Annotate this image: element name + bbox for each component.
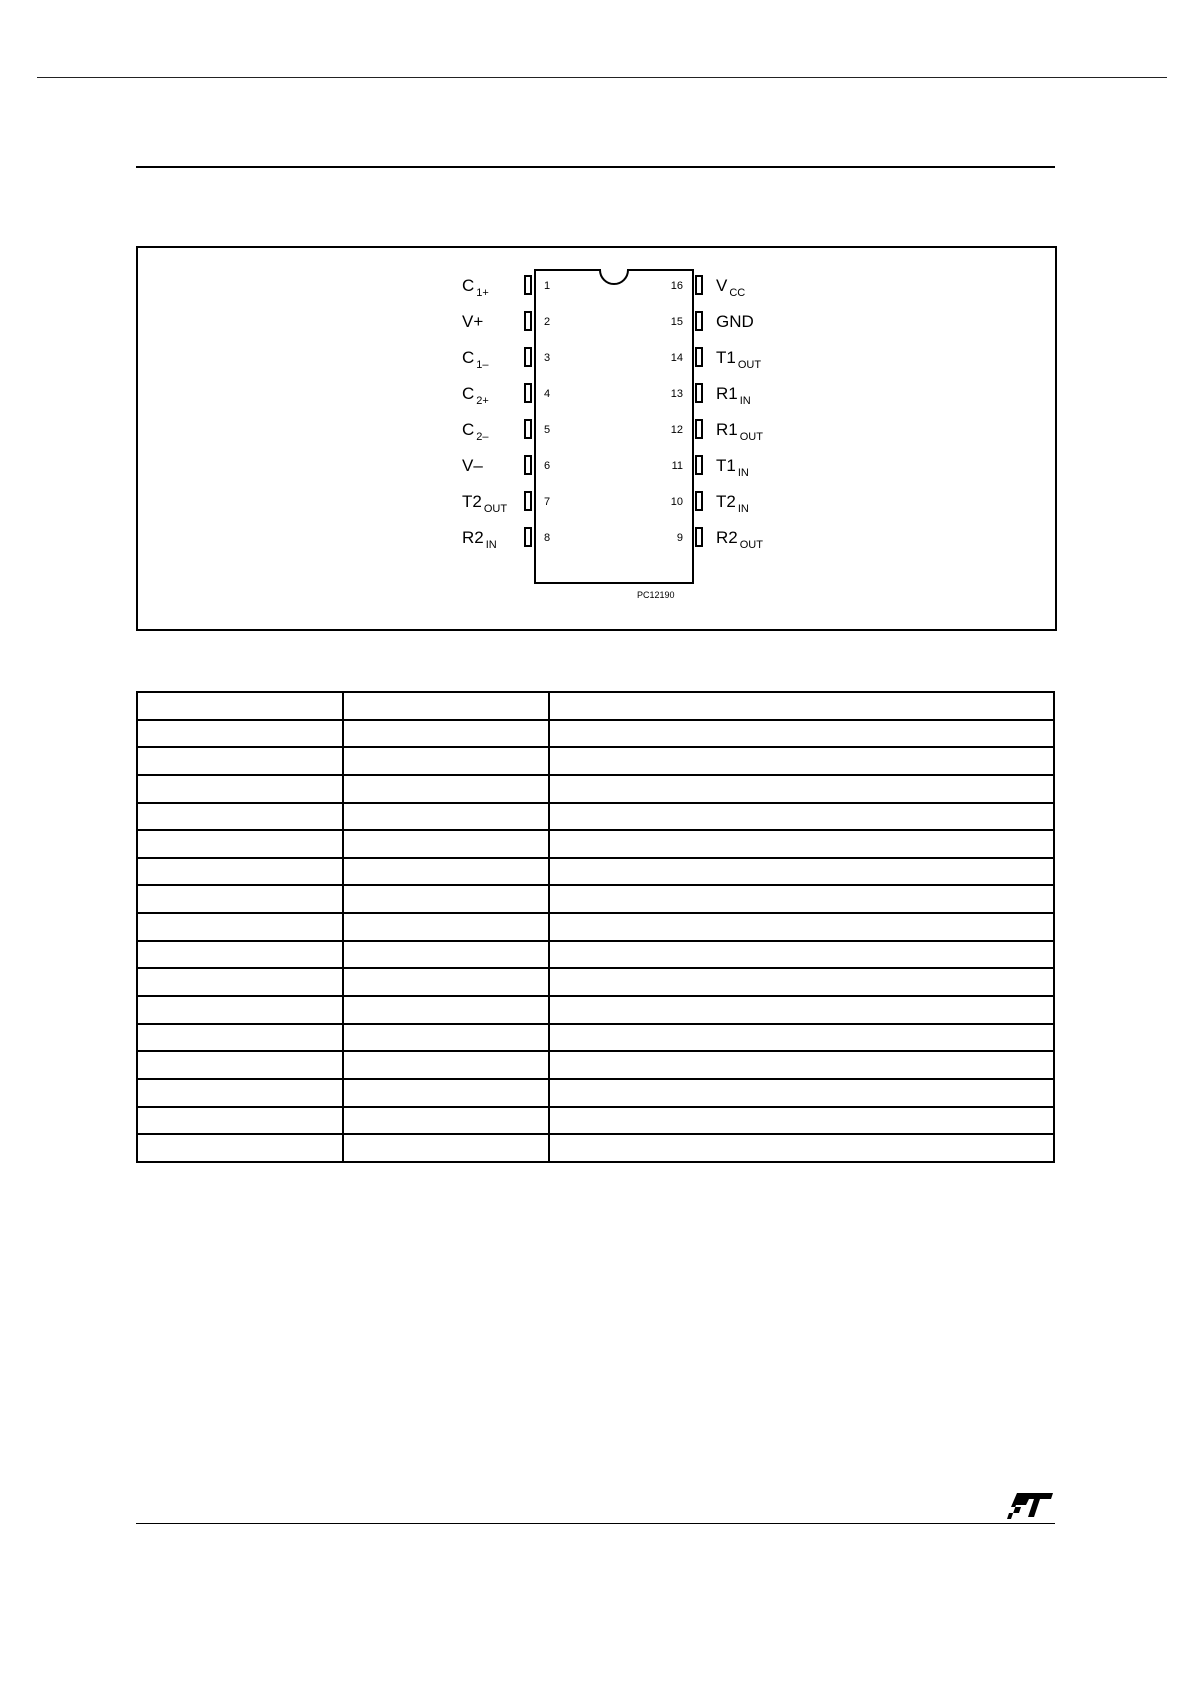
right-pin-15-signal — [716, 312, 754, 331]
pin-description-table — [136, 691, 1055, 1163]
left-pin-4-signal-subscript: 2+ — [476, 395, 489, 407]
table-row — [137, 996, 1054, 1024]
table-row — [137, 692, 1054, 720]
table-row — [137, 1134, 1054, 1162]
table-cell — [343, 775, 549, 803]
right-pin-15-number: 15 — [670, 316, 683, 328]
left-pin-3-number: 3 — [544, 352, 551, 364]
right-pin-10-number: 10 — [670, 496, 683, 508]
pin-table-body — [137, 692, 1054, 1162]
left-pin-group — [462, 276, 550, 551]
left-pin-2-signal — [462, 312, 483, 331]
footer-rule — [136, 1523, 1055, 1524]
right-pin-16-signal-name: V — [716, 276, 728, 295]
right-pin-12-signal — [716, 420, 763, 443]
table-cell — [549, 720, 1054, 748]
right-pin-group — [671, 276, 763, 551]
left-pin-7-signal-name: T2 — [462, 492, 482, 511]
right-pin-15-signal-name: GND — [716, 312, 754, 331]
table-cell — [137, 941, 343, 969]
left-pin-1-signal — [462, 276, 489, 299]
right-pin-9-number: 9 — [676, 532, 683, 544]
right-pin-11-lead — [696, 456, 702, 474]
left-pin-8-signal-subscript: IN — [485, 539, 497, 551]
table-cell — [343, 996, 549, 1024]
table-cell — [343, 830, 549, 858]
left-pin-5-signal-name: C — [462, 420, 475, 439]
table-row — [137, 858, 1054, 886]
left-pin-3-signal-name: C — [462, 348, 475, 367]
table-cell — [343, 968, 549, 996]
table-cell — [549, 1107, 1054, 1135]
right-pin-9-signal — [716, 528, 763, 551]
table-cell — [137, 1051, 343, 1079]
table-cell — [137, 692, 343, 720]
right-pin-9-signal-name: R2 — [716, 528, 738, 547]
table-row — [137, 913, 1054, 941]
pin-connection-figure — [136, 246, 1057, 631]
table-row — [137, 1107, 1054, 1135]
left-pin-6-lead — [525, 456, 531, 474]
table-cell — [549, 803, 1054, 831]
table-cell — [549, 692, 1054, 720]
table-cell — [549, 830, 1054, 858]
table-cell — [549, 775, 1054, 803]
left-pin-1-signal-subscript: 1+ — [476, 287, 489, 299]
table-cell — [343, 747, 549, 775]
table-cell — [343, 692, 549, 720]
left-pin-1-number: 1 — [544, 280, 551, 292]
table-cell — [137, 1134, 343, 1162]
table-row — [137, 775, 1054, 803]
left-pin-8-lead — [525, 528, 531, 546]
table-cell — [137, 1024, 343, 1052]
right-pin-14-signal — [716, 348, 761, 371]
right-pin-16-lead — [696, 276, 702, 294]
left-pin-3-lead — [525, 348, 531, 366]
left-pin-5-lead — [525, 420, 531, 438]
table-cell — [343, 941, 549, 969]
table-row — [137, 803, 1054, 831]
table-row — [137, 941, 1054, 969]
right-pin-14-lead — [696, 348, 702, 366]
right-pin-11-number: 11 — [671, 460, 683, 472]
left-pin-7-signal — [462, 492, 507, 515]
right-pin-9-signal-subscript: OUT — [739, 539, 763, 551]
table-cell — [549, 1079, 1054, 1107]
right-pin-9-lead — [696, 528, 702, 546]
table-cell — [549, 1134, 1054, 1162]
table-cell — [549, 941, 1054, 969]
table-cell — [343, 885, 549, 913]
right-pin-16-number: 16 — [670, 280, 683, 292]
left-pin-1-signal-name: C — [462, 276, 475, 295]
right-pin-13-signal-name: R1 — [716, 384, 738, 403]
dip16-pinout-diagram — [138, 248, 1055, 629]
table-row — [137, 968, 1054, 996]
left-pin-8-number: 8 — [544, 532, 551, 544]
table-row — [137, 747, 1054, 775]
right-pin-13-signal-subscript: IN — [739, 395, 751, 407]
table-cell — [343, 803, 549, 831]
table-cell — [137, 885, 343, 913]
table-cell — [343, 1107, 549, 1135]
right-pin-11-signal-subscript: IN — [737, 467, 749, 479]
right-pin-16-signal-subscript: CC — [729, 287, 746, 299]
table-row — [137, 1051, 1054, 1079]
left-pin-6-signal — [462, 456, 483, 475]
table-cell — [343, 1024, 549, 1052]
table-cell — [549, 1024, 1054, 1052]
table-cell — [343, 1134, 549, 1162]
right-pin-12-number: 12 — [670, 424, 683, 436]
right-pin-12-lead — [696, 420, 702, 438]
right-pin-10-signal-name: T2 — [716, 492, 736, 511]
left-pin-2-number: 2 — [544, 316, 551, 328]
table-cell — [549, 858, 1054, 886]
left-pin-7-number: 7 — [544, 496, 551, 508]
right-pin-10-signal-subscript: IN — [737, 503, 749, 515]
table-row — [137, 1024, 1054, 1052]
table-cell — [549, 747, 1054, 775]
left-pin-7-lead — [525, 492, 531, 510]
left-pin-3-signal — [462, 348, 489, 371]
table-cell — [137, 803, 343, 831]
table-cell — [343, 913, 549, 941]
right-pin-10-lead — [696, 492, 702, 510]
table-cell — [137, 830, 343, 858]
left-pin-6-number: 6 — [544, 460, 551, 472]
left-pin-3-signal-subscript: 1– — [476, 359, 489, 371]
table-cell — [137, 858, 343, 886]
right-pin-13-signal — [716, 384, 751, 407]
right-pin-12-signal-subscript: OUT — [739, 431, 763, 443]
left-pin-4-signal — [462, 384, 489, 407]
table-cell — [343, 1079, 549, 1107]
left-pin-4-lead — [525, 384, 531, 402]
st-logo — [1007, 1491, 1055, 1521]
right-pin-13-number: 13 — [670, 388, 683, 400]
left-pin-6-signal-name: V– — [462, 456, 483, 475]
table-row — [137, 1079, 1054, 1107]
left-pin-4-number: 4 — [544, 388, 551, 400]
right-pin-11-signal — [716, 456, 749, 479]
table-cell — [549, 1051, 1054, 1079]
left-pin-1-lead — [525, 276, 531, 294]
table-cell — [137, 1107, 343, 1135]
left-pin-7-signal-subscript: OUT — [483, 503, 508, 515]
table-cell — [343, 1051, 549, 1079]
right-pin-10-signal — [716, 492, 749, 515]
left-pin-5-number: 5 — [544, 424, 551, 436]
table-row — [137, 830, 1054, 858]
table-cell — [137, 747, 343, 775]
ic-package-body — [535, 270, 693, 583]
right-pin-13-lead — [696, 384, 702, 402]
table-cell — [549, 996, 1054, 1024]
left-pin-5-signal — [462, 420, 489, 443]
header-rule — [37, 77, 1167, 78]
right-pin-12-signal-name: R1 — [716, 420, 738, 439]
table-cell — [137, 720, 343, 748]
section-rule — [136, 166, 1055, 168]
left-pin-5-signal-subscript: 2– — [476, 431, 489, 443]
right-pin-15-lead — [696, 312, 702, 330]
table-row — [137, 885, 1054, 913]
table-row — [137, 720, 1054, 748]
table-cell — [137, 775, 343, 803]
right-pin-14-signal-subscript: OUT — [737, 359, 762, 371]
table-cell — [137, 968, 343, 996]
right-pin-11-signal-name: T1 — [716, 456, 736, 475]
left-pin-4-signal-name: C — [462, 384, 475, 403]
table-cell — [549, 885, 1054, 913]
left-pin-2-lead — [525, 312, 531, 330]
right-pin-14-number: 14 — [670, 352, 683, 364]
right-pin-14-signal-name: T1 — [716, 348, 736, 367]
figure-code: PC12190 — [637, 590, 675, 600]
right-pin-16-signal — [716, 276, 745, 299]
table-cell — [137, 913, 343, 941]
left-pin-8-signal-name: R2 — [462, 528, 484, 547]
table-cell — [137, 996, 343, 1024]
table-cell — [343, 858, 549, 886]
table-cell — [137, 1079, 343, 1107]
table-cell — [549, 913, 1054, 941]
left-pin-2-signal-name: V+ — [462, 312, 484, 331]
table-cell — [549, 968, 1054, 996]
table-cell — [343, 720, 549, 748]
left-pin-8-signal — [462, 528, 497, 551]
